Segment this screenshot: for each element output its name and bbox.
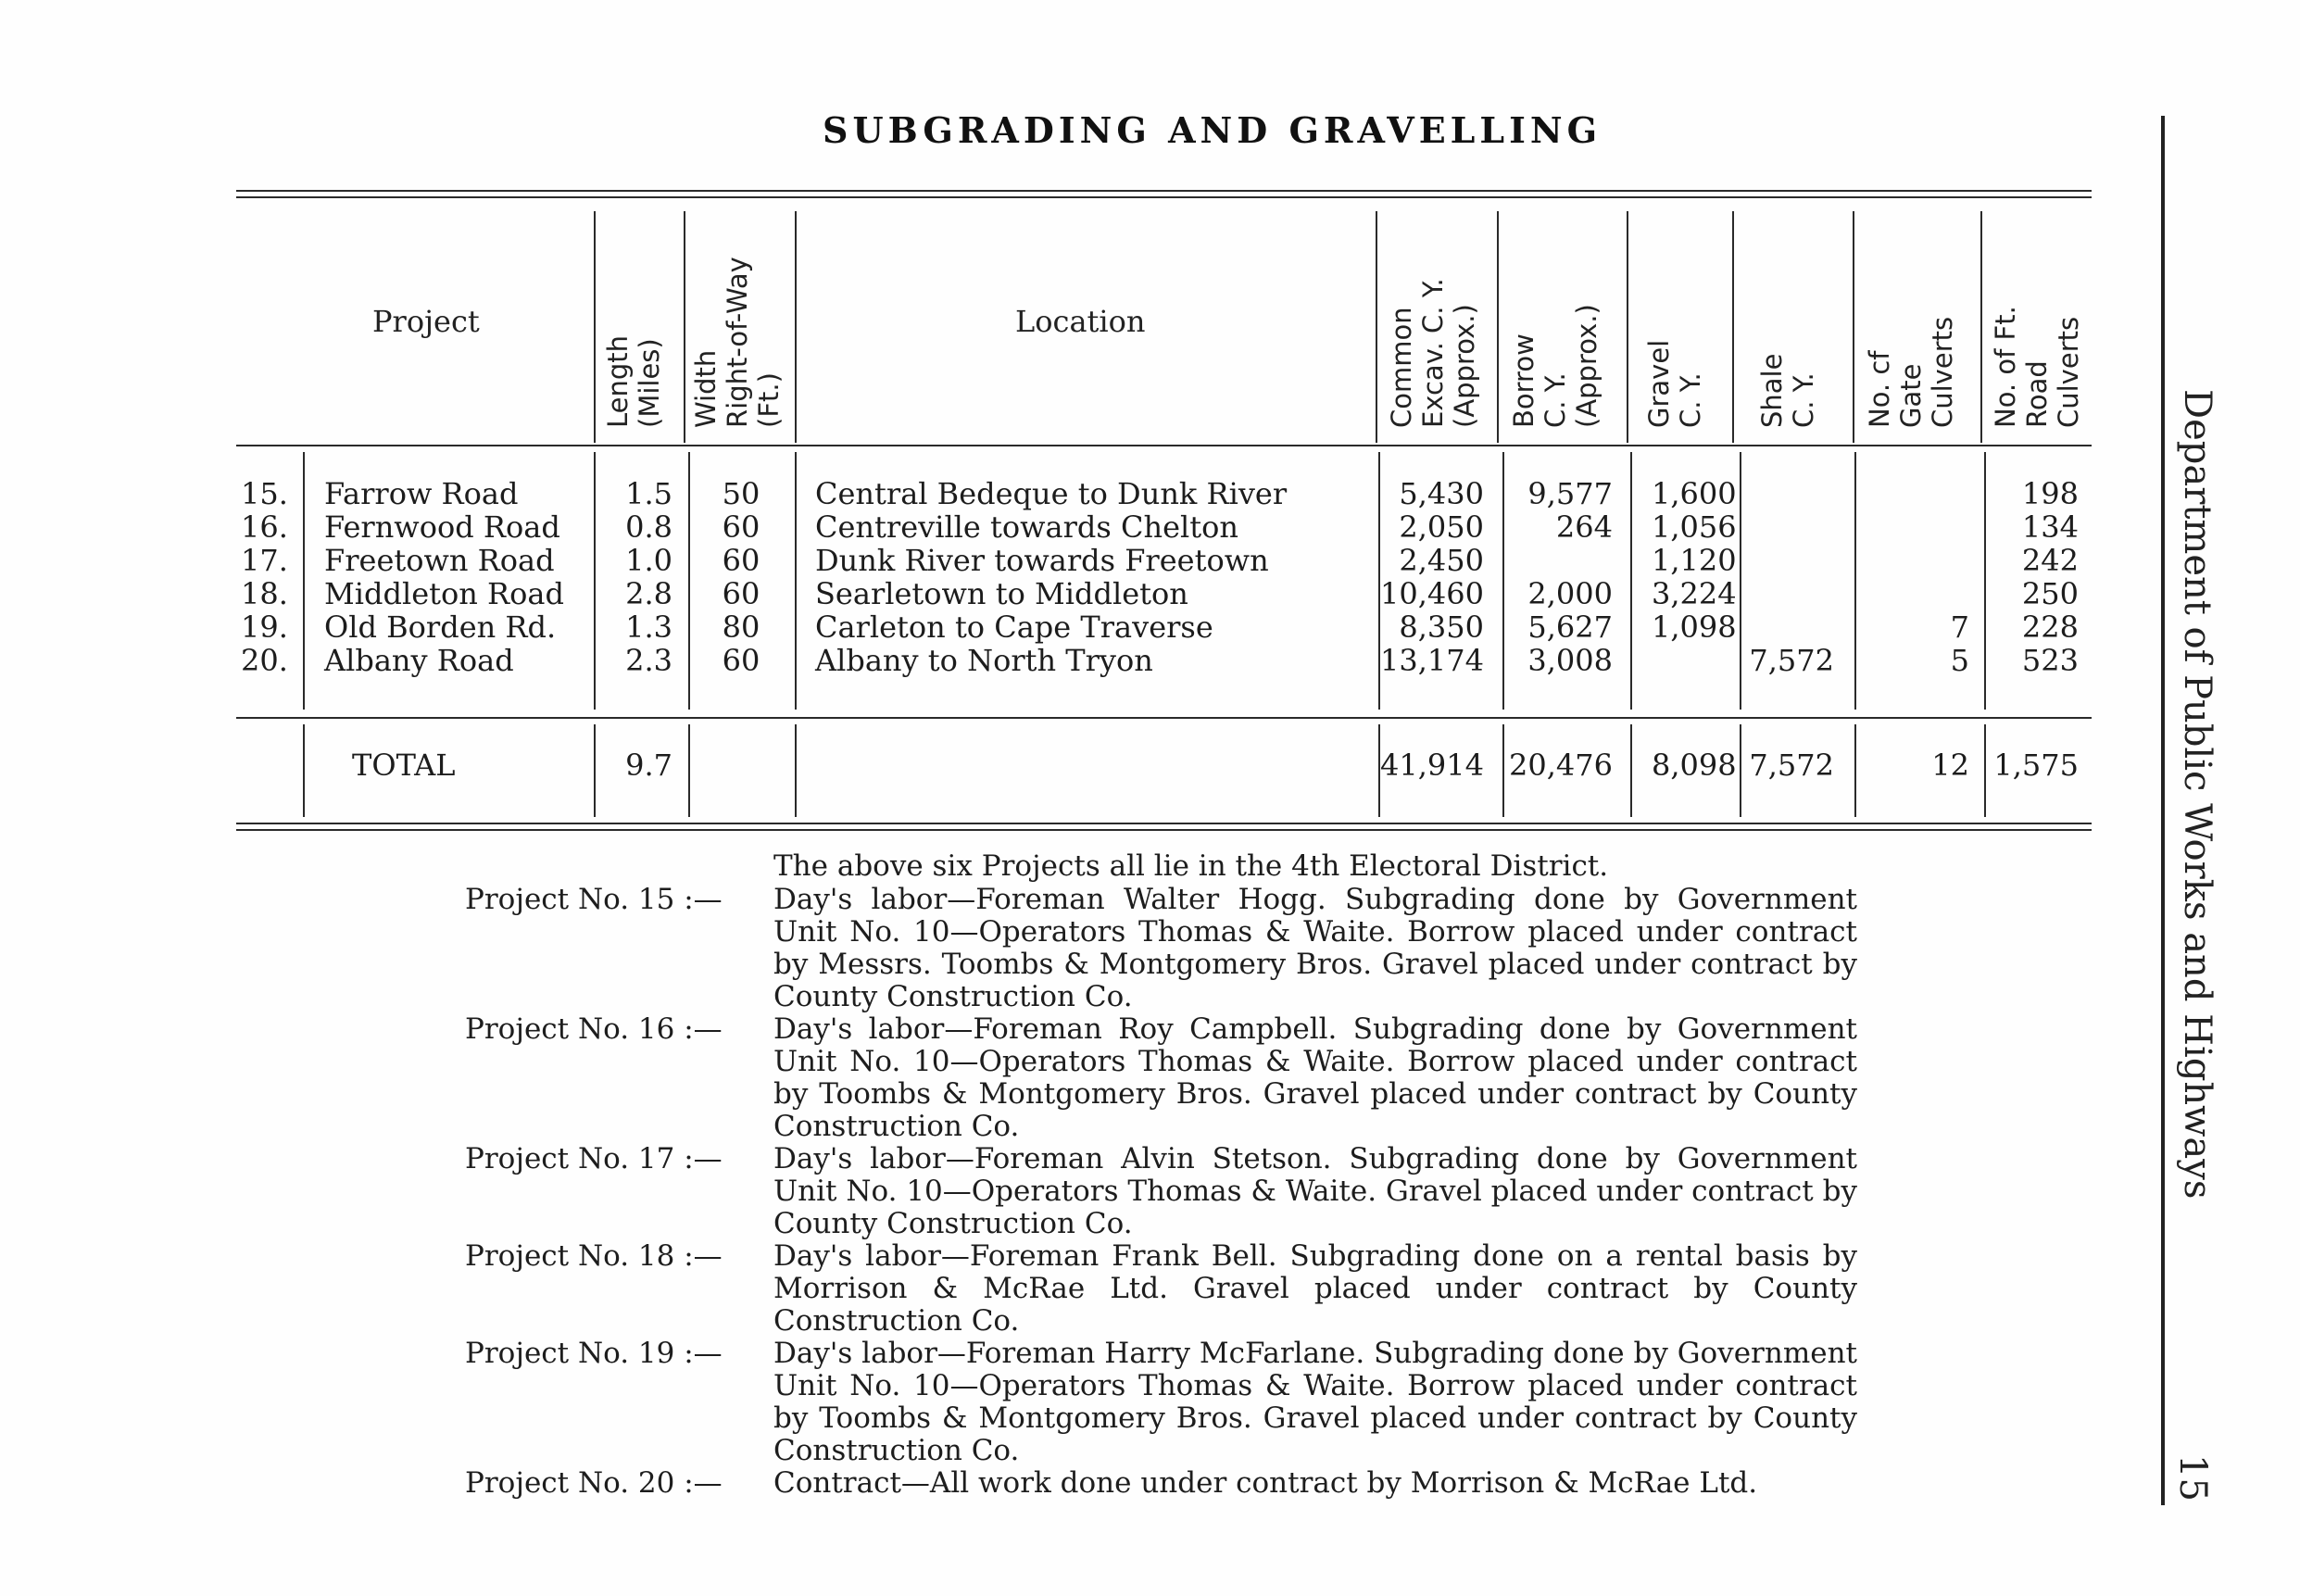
project-name: Middleton Road	[324, 576, 564, 611]
total-road: 1,575	[1993, 748, 2079, 783]
note-text: Day's labor—Foreman Frank Bell. Subgrading done on a rental basis by Morrison & McRae Ltd. Gravel placed under contract by County Construction Co.	[773, 1239, 1857, 1338]
running-header: Department of Public Works and Highways	[2176, 389, 2218, 1200]
gravel-value: 1,600	[1652, 476, 1737, 511]
note-label: Project No. 17 :—	[465, 1142, 723, 1175]
total-shale: 7,572	[1749, 748, 1834, 783]
road-value: 228	[2021, 609, 2079, 645]
total-gravel: 8,098	[1652, 748, 1737, 783]
project-name: Farrow Road	[324, 476, 519, 511]
header-borrow: Borrow C. Y. (Approx.)	[1508, 304, 1602, 428]
location-value: Searletown to Middleton	[815, 576, 1188, 611]
width-value: 60	[722, 643, 760, 678]
length-value: 0.8	[625, 509, 672, 545]
gravel-value: 1,098	[1652, 609, 1737, 645]
common-value: 2,450	[1399, 543, 1484, 578]
header-gate-culverts: No. cf Gate Culverts	[1864, 316, 1958, 428]
row-number: 20.	[241, 643, 288, 678]
location-value: Central Bedeque to Dunk River	[815, 476, 1288, 511]
road-value: 198	[2021, 476, 2079, 511]
common-value: 2,050	[1399, 509, 1484, 545]
header-common-excav: Common Excav. C. Y. (Approx.)	[1386, 278, 1480, 428]
header-project: Project	[372, 304, 480, 339]
notes-intro: The above six Projects all lie in the 4th Electoral District.	[773, 849, 1609, 883]
common-value: 13,174	[1380, 643, 1484, 678]
page-number: 15	[2171, 1454, 2214, 1502]
note-label: Project No. 15 :—	[465, 883, 723, 916]
gravel-value: 1,056	[1652, 509, 1737, 545]
project-name: Freetown Road	[324, 543, 555, 578]
common-value: 8,350	[1399, 609, 1484, 645]
length-value: 2.8	[625, 576, 672, 611]
header-location: Location	[1015, 304, 1146, 339]
length-value: 2.3	[625, 643, 672, 678]
width-value: 50	[722, 476, 760, 511]
gravel-value: 1,120	[1652, 543, 1737, 578]
page-title: SUBGRADING AND GRAVELLING	[823, 109, 1602, 151]
borrow-value: 3,008	[1527, 643, 1613, 678]
note-text: Day's labor—Foreman Alvin Stetson. Subgrading done by Government Unit No. 10—Operators Thomas & Waite. Gravel placed under contract by County Construction Co.	[773, 1142, 1857, 1240]
width-value: 60	[722, 576, 760, 611]
header-gravel: Gravel C. Y.	[1643, 339, 1706, 428]
location-value: Dunk River towards Freetown	[815, 543, 1269, 578]
borrow-value: 2,000	[1527, 576, 1613, 611]
row-number: 16.	[241, 509, 288, 545]
project-name: Old Borden Rd.	[324, 609, 557, 645]
header-shale: Shale C. Y.	[1756, 353, 1819, 428]
note-text: Day's labor—Foreman Roy Campbell. Subgrading done by Government Unit No. 10—Operators Thomas & Waite. Borrow placed under contract by Toombs & Montgomery Bros. Gravel placed under contract by County Construction Co.	[773, 1012, 1857, 1143]
borrow-value: 264	[1555, 509, 1613, 545]
road-value: 134	[2021, 509, 2079, 545]
shale-value: 7,572	[1749, 643, 1834, 678]
margin-rule	[2161, 116, 2165, 1505]
gate-value: 5	[1950, 643, 1969, 678]
borrow-value: 5,627	[1527, 609, 1613, 645]
header-width: Width Right-of-Way (Ft.)	[690, 257, 785, 428]
location-value: Centreville towards Chelton	[815, 509, 1238, 545]
total-length: 9.7	[625, 748, 672, 783]
length-value: 1.5	[625, 476, 672, 511]
length-value: 1.3	[625, 609, 672, 645]
total-gate: 12	[1931, 748, 1969, 783]
width-value: 80	[722, 609, 760, 645]
header-length: Length (Miles)	[602, 334, 665, 428]
row-number: 18.	[241, 576, 288, 611]
note-label: Project No. 20 :—	[465, 1466, 723, 1500]
width-value: 60	[722, 509, 760, 545]
width-value: 60	[722, 543, 760, 578]
road-value: 250	[2021, 576, 2079, 611]
total-common: 41,914	[1380, 748, 1484, 783]
location-value: Carleton to Cape Traverse	[815, 609, 1213, 645]
common-value: 10,460	[1380, 576, 1484, 611]
common-value: 5,430	[1399, 476, 1484, 511]
row-number: 15.	[241, 476, 288, 511]
note-text: Day's labor—Foreman Harry McFarlane. Subgrading done by Government Unit No. 10—Operators Thomas & Waite. Borrow placed under contract by Toombs & Montgomery Bros. Gravel placed under contract by County Construction Co.	[773, 1337, 1857, 1467]
road-value: 242	[2021, 543, 2079, 578]
note-text: Contract—All work done under contract by Morrison & McRae Ltd.	[773, 1466, 1758, 1500]
note-label: Project No. 19 :—	[465, 1337, 723, 1370]
note-label: Project No. 18 :—	[465, 1239, 723, 1273]
note-text: Day's labor—Foreman Walter Hogg. Subgrading done by Government Unit No. 10—Operators Thomas & Waite. Borrow placed under contract by Messrs. Toombs & Montgomery Bros. Gravel placed under contract by County Construction Co.	[773, 883, 1857, 1013]
gravel-value: 3,224	[1652, 576, 1737, 611]
location-value: Albany to North Tryon	[815, 643, 1153, 678]
row-number: 17.	[241, 543, 288, 578]
road-value: 523	[2021, 643, 2079, 678]
project-name: Fernwood Road	[324, 509, 560, 545]
row-number: 19.	[241, 609, 288, 645]
gate-value: 7	[1950, 609, 1969, 645]
total-label: TOTAL	[352, 748, 456, 783]
length-value: 1.0	[625, 543, 672, 578]
note-label: Project No. 16 :—	[465, 1012, 723, 1046]
project-name: Albany Road	[324, 643, 514, 678]
borrow-value: 9,577	[1527, 476, 1613, 511]
header-road-culverts: No. of Ft. Road Culverts	[1990, 306, 2084, 428]
total-borrow: 20,476	[1509, 748, 1613, 783]
